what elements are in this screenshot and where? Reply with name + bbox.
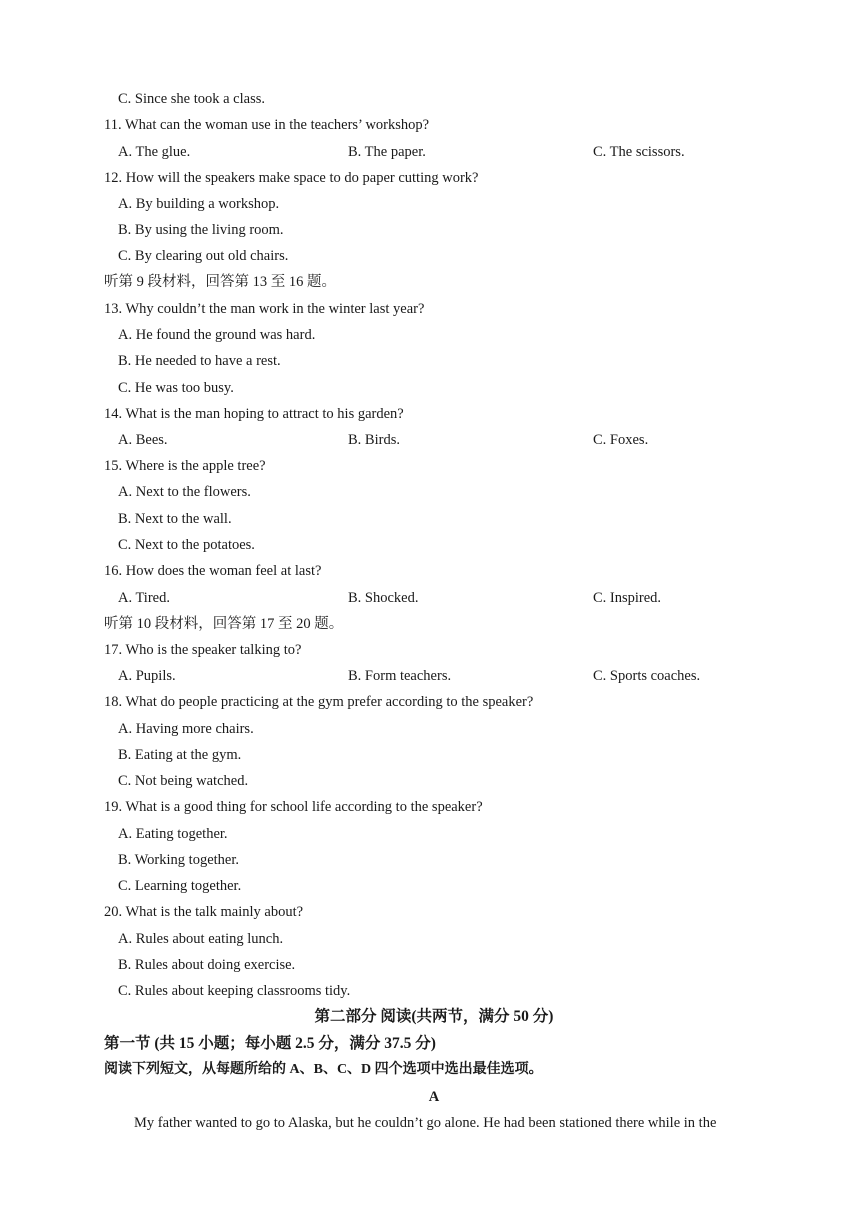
q14-option-b: B. Birds. bbox=[348, 432, 400, 448]
q19-option-c: C. Learning together. bbox=[118, 878, 242, 894]
q19-option-b: B. Working together. bbox=[118, 852, 239, 868]
section-one-title: 第一节 (共 15 小题；每小题 2.5 分，满分 37.5 分) bbox=[104, 1035, 436, 1052]
q14-option-a: A. Bees. bbox=[118, 432, 168, 448]
q20-option-b: B. Rules about doing exercise. bbox=[118, 957, 296, 973]
q19-option-a: A. Eating together. bbox=[118, 826, 228, 842]
q12-option-b: B. By using the living room. bbox=[118, 222, 284, 238]
q14-option-c: C. Foxes. bbox=[593, 432, 649, 448]
q17-option-c: C. Sports coaches. bbox=[593, 668, 701, 684]
reading-instructions: 阅读下列短文，从每题所给的 A、B、C、D 四个选项中选出最佳选项。 bbox=[104, 1062, 543, 1077]
q13-question: 13. Why couldn’t the man work in the winter last year? bbox=[104, 301, 425, 317]
q18-option-a: A. Having more chairs. bbox=[118, 721, 254, 737]
q10-option-c: C. Since she took a class. bbox=[118, 91, 265, 107]
q18-option-b: B. Eating at the gym. bbox=[118, 747, 242, 763]
q11-question: 11. What can the woman use in the teachers’ workshop? bbox=[104, 117, 430, 133]
q13-option-a: A. He found the ground was hard. bbox=[118, 327, 316, 343]
segment-9-instruction: 听第 9 段材料，回答第 13 至 16 题。 bbox=[104, 274, 336, 290]
q14-question: 14. What is the man hoping to attract to his garden? bbox=[104, 406, 404, 422]
passage-a-text: My father wanted to go to Alaska, but he couldn’t go alone. He had been stationed there while in the bbox=[134, 1115, 717, 1131]
q16-option-b: B. Shocked. bbox=[348, 590, 419, 606]
q15-option-b: B. Next to the wall. bbox=[118, 511, 232, 527]
q11-option-c: C. The scissors. bbox=[593, 144, 685, 160]
q17-option-a: A. Pupils. bbox=[118, 668, 176, 684]
q15-option-a: A. Next to the flowers. bbox=[118, 484, 251, 500]
q15-question: 15. Where is the apple tree? bbox=[104, 458, 266, 474]
q17-question: 17. Who is the speaker talking to? bbox=[104, 642, 302, 658]
q18-question: 18. What do people practicing at the gym prefer according to the speaker? bbox=[104, 694, 534, 710]
q16-option-a: A. Tired. bbox=[118, 590, 170, 606]
part-two-title: 第二部分 阅读(共两节，满分 50 分) bbox=[314, 1008, 554, 1025]
q16-question: 16. How does the woman feel at last? bbox=[104, 563, 322, 579]
q12-question: 12. How will the speakers make space to do paper cutting work? bbox=[104, 170, 479, 186]
q15-option-c: C. Next to the potatoes. bbox=[118, 537, 255, 553]
q13-option-b: B. He needed to have a rest. bbox=[118, 353, 281, 369]
q11-option-a: A. The glue. bbox=[118, 144, 191, 160]
q12-option-c: C. By clearing out old chairs. bbox=[118, 248, 289, 264]
q13-option-c: C. He was too busy. bbox=[118, 380, 234, 396]
segment-10-instruction: 听第 10 段材料，回答第 17 至 20 题。 bbox=[104, 616, 344, 632]
q20-question: 20. What is the talk mainly about? bbox=[104, 904, 304, 920]
q20-option-c: C. Rules about keeping classrooms tidy. bbox=[118, 983, 351, 999]
q12-option-a: A. By building a workshop. bbox=[118, 196, 280, 212]
q11-option-b: B. The paper. bbox=[348, 144, 426, 160]
q18-option-c: C. Not being watched. bbox=[118, 773, 249, 789]
passage-label: A bbox=[428, 1089, 440, 1105]
q20-option-a: A. Rules about eating lunch. bbox=[118, 931, 284, 947]
q19-question: 19. What is a good thing for school life according to the speaker? bbox=[104, 799, 483, 815]
q16-option-c: C. Inspired. bbox=[593, 590, 662, 606]
q17-option-b: B. Form teachers. bbox=[348, 668, 452, 684]
